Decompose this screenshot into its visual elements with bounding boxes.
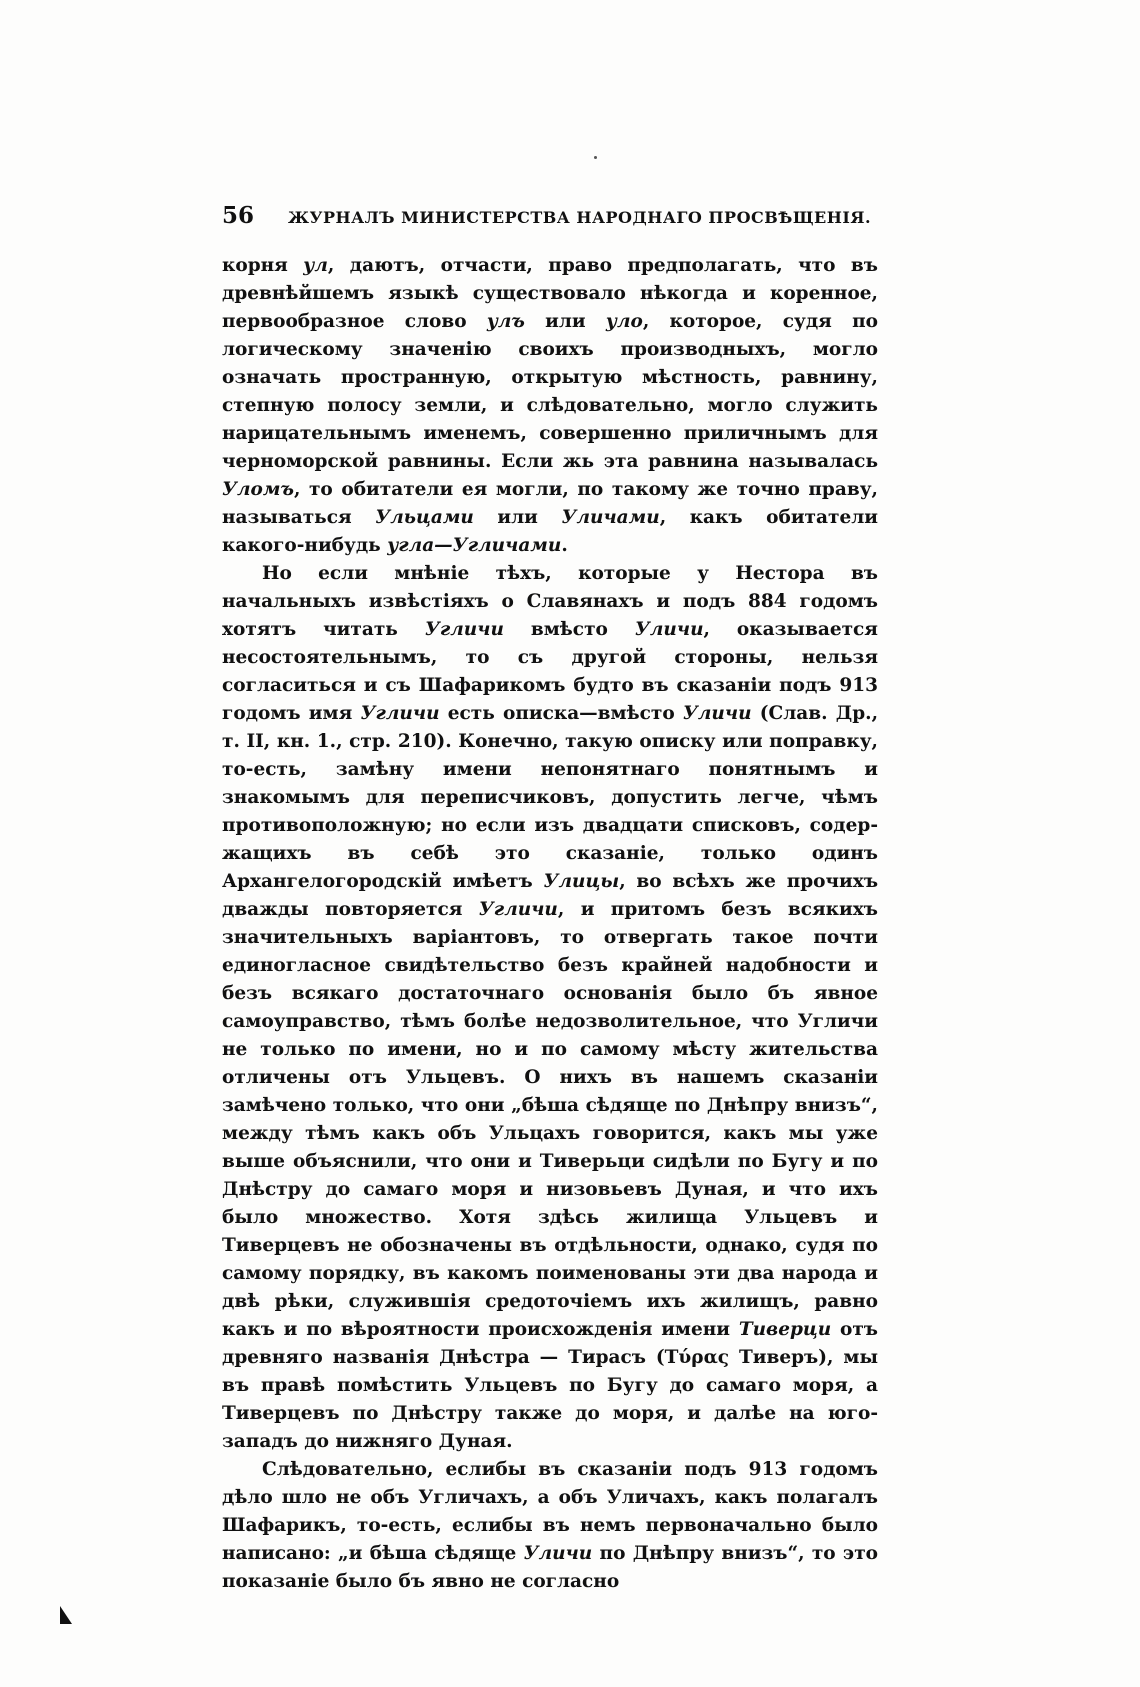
paragraph [222, 1456, 878, 1596]
text-run: корня [222, 255, 304, 276]
italic-term: уло [605, 311, 643, 332]
speck-mark [594, 156, 597, 159]
italic-term: Уличами [561, 507, 660, 528]
italic-term: Ульцами [375, 507, 474, 528]
text-run: есть описка—вмѣсто [439, 703, 683, 724]
text-run: или [524, 311, 606, 332]
text-run: вмѣсто [503, 619, 635, 640]
text-run: , даютъ, отчасти, право предполагать, что въ древнѣйшемъ языкѣ существовало нѣкогда и коренное, первообразное слово [222, 255, 878, 332]
paragraph [222, 560, 878, 1456]
italic-term: ул [303, 255, 328, 276]
text-run: , то обитатели ея могли, по такому же точно праву, называться [222, 479, 878, 528]
running-title: ЖУРНАЛЪ МИНИСТЕРСТВА НАРОДНАГО ПРОСВѢЩЕНІЯ. [288, 208, 872, 227]
italic-term: улъ [486, 311, 525, 332]
italic-term: Уломъ [222, 479, 294, 500]
paragraph [222, 252, 878, 560]
text-run: (Слав. Др., т. II, кн. 1., стр. 210). Конечно, такую описку или поправку, то-есть, замѣну имени непонятнаго понятнымъ и знакомымъ для переписчиковъ, допустить легче, чѣмъ противоположную; но если изъ двадцати списковъ, содержащихъ въ себѣ это сказаніе, только одинъ Архангелогородскій имѣетъ [222, 703, 879, 892]
page-number: 56 [222, 202, 255, 229]
text-run: , оказывается несостоятельнымъ, то съ другой стороны, нельзя согласиться и съ Шафарикомъ будто въ сказаніи подъ 913 годомъ имя [222, 619, 878, 724]
italic-term: Улицы [543, 871, 620, 892]
text-run: , какъ обитатели какого-нибудь [222, 507, 878, 556]
text-run: . [561, 535, 568, 556]
text-run: , которое, судя по логическому значенію своихъ производныхъ, могло означать пространную, открытую мѣстность, равнину, степную полосу земли, и слѣдовательно, могло служить нарицательнымъ именемъ, совершенно приличнымъ для черноморской равнины. Если жь эта равнина называлась [222, 311, 878, 472]
italic-term: Угличи [360, 703, 440, 724]
text-run: Слѣдовательно, еслибы въ сказаніи подъ 913 годомъ дѣло шло не объ Угличахъ, а объ Уличахъ, какъ полагалъ Шафарикъ, то-есть, еслибы въ немъ первоначально было написано: „и бѣша сѣдяще [222, 1459, 878, 1564]
italic-term: Уличи [634, 619, 704, 640]
italic-term: Уличи [523, 1543, 593, 1564]
italic-term: Угличи [478, 899, 558, 920]
italic-term: Тиверци [738, 1319, 832, 1340]
text-run: , во всѣхъ же прочихъ дважды повторяется [222, 871, 879, 920]
text-run: отъ древняго названія Днѣстра — Тирасъ (Τύρας Тиверъ), мы въ правѣ помѣстить Ульцевъ по Бугу до самаго моря, а Тиверцевъ по Днѣстру также до моря, и далѣе на юго-западъ до нижняго Дуная. [222, 1319, 878, 1452]
text-run: , и притомъ безъ всякихъ значительныхъ варіантовъ, то отвергать такое почти единогласное свидѣтельство безъ крайней надобности и безъ всякаго достаточнаго основанія было бъ явное самоуправство, тѣмъ болѣе недозволительное, что Угличи не только по имени, но и по самому мѣсту жительства отличены отъ Ульцевъ. О нихъ въ нашемъ сказаніи замѣчено только, что они „бѣша сѣдяще по Днѣпру внизъ“, между тѣмъ какъ объ Ульцахъ говорится, какъ мы уже выше объяснили, что они и Тиверьци сидѣли по Бугу и по Днѣстру до самаго моря и низовьевъ Дуная, и что ихъ было множество. Хотя здѣсь жилища Ульцевъ и Тиверцевъ не обозначены въ отдѣльности, однако, судя по самому порядку, въ какомъ поименованы эти два народа и двѣ рѣки, служившія средоточіемъ ихъ жилищъ, равно какъ и по вѣроятности происхожденія имени [222, 899, 878, 1340]
italic-term: Угличи [424, 619, 504, 640]
corner-mark-icon [60, 1606, 72, 1624]
text-run: или [473, 507, 562, 528]
italic-term: угла—Угличами [387, 535, 562, 556]
italic-term: Уличи [682, 703, 752, 724]
page-header [222, 202, 877, 229]
body-text [222, 252, 878, 1596]
text-run: Но если мнѣніе тѣхъ, которые у Нестора въ начальныхъ извѣстіяхъ о Славянахъ и подъ 884 годомъ хотятъ читать [222, 563, 878, 640]
text-run: по Днѣпру внизъ“, то это показаніе было бъ явно не согласно [222, 1543, 879, 1592]
